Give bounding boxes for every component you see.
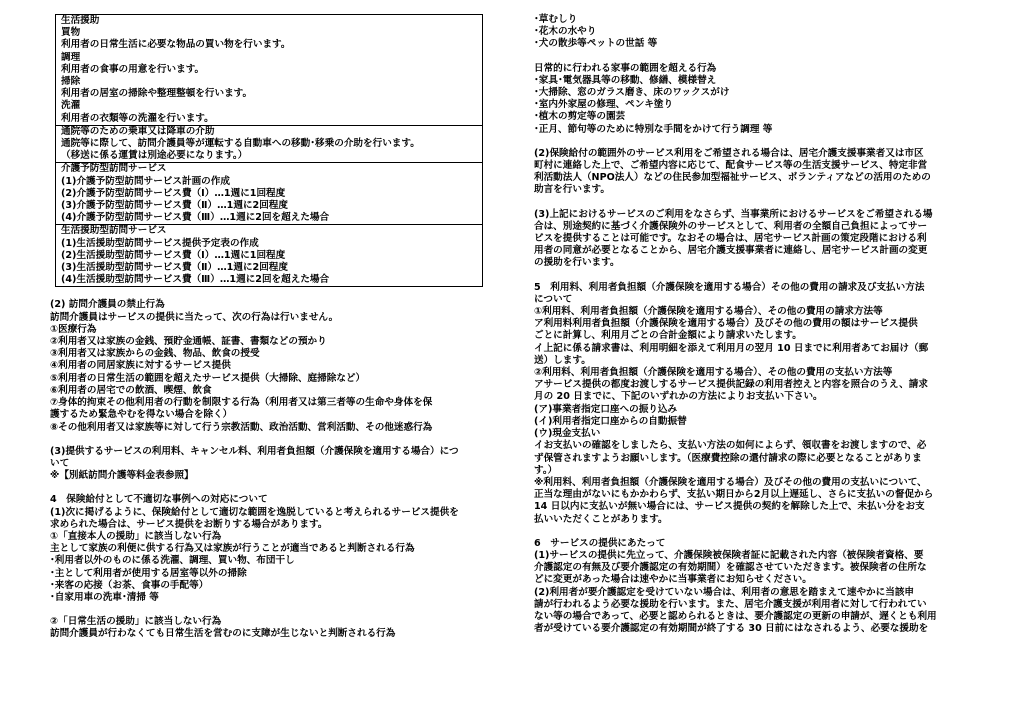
text-line: 掃除 [61, 76, 81, 88]
text-line: (1)生活援助型訪問サービス提供予定表の作成 [61, 237, 259, 249]
text-line: 利用者の食事の用意を行います。 [61, 63, 205, 75]
text-line: (3)生活援助型訪問サービス費（Ⅱ）…1週に2回程度 [61, 262, 288, 274]
text-line: ②利用者又は家族の金銭、預貯金通帳、証書、書類などの預かり [50, 336, 327, 348]
text-line: 生活援助型訪問サービス [61, 225, 167, 237]
text-line: 日常的に行われる家事の範囲を超える行為 [534, 62, 717, 74]
text-line: ･花木の水やり [534, 26, 597, 38]
inappropriate-cases-list [50, 507, 505, 605]
text-line: いて [50, 457, 70, 469]
text-line: 通院等に際して、訪問介護員等が運転する自動車への移動･移乗の介助を行います。 [61, 138, 420, 150]
text-line: ②利用料、利用者負担額（介護保険を適用する場合）、その他の費用の支払い方法等 [534, 367, 893, 379]
table-cell [56, 163, 483, 225]
text-line: 介護予防型訪問サービス [61, 163, 167, 175]
text-line: 利活動法人（NPO法人）などの住民参加型福祉サービス、ボランティアなどの活用のための [534, 172, 931, 184]
text-line: ①「直接本人の援助」に該当しない行為 [50, 530, 222, 542]
text-line: ･自家用車の洗車･清掃 等 [50, 591, 159, 603]
text-line: ⑧その他利用者又は家族等に対して行う宗教活動、政治活動、営利活動、その他迷惑行為 [50, 421, 433, 433]
text-line: 求められた場合は、サービス提供をお断りする場合があります。 [50, 518, 328, 530]
payment-section [534, 294, 988, 526]
text-line: (ウ)現金支払い [534, 428, 601, 440]
row-life-support-type [56, 225, 483, 287]
text-line: ず保管されますようお願いします。（医療費控除の還付請求の際に必要となることがありま [534, 452, 922, 464]
text-line: 主として家族の利便に供する行為又は家族が行うことが適当であると判断される行為 [50, 543, 415, 555]
housework-list [534, 63, 988, 136]
section-title: (2) 訪問介護員の禁止行為 [50, 299, 165, 311]
text-line: ア利用料利用者負担額（介護保険を適用する場合）及びその他の費用の額はサービス提供 [534, 318, 918, 330]
text-line: ･室内外家屋の修理、ペンキ塗り [534, 99, 674, 111]
text-line: ビスを提供することは可能です。なおその場合は、居宅サービス計画の策定段階における利 [534, 233, 927, 245]
text-line: 調理 [61, 51, 81, 63]
table-cell [56, 15, 483, 126]
text-line: の援助を行います。 [534, 257, 620, 269]
text-line: ･正月、節句等のために特別な手間をかけて行う調理 等 [534, 123, 773, 135]
text-line: 買物 [61, 27, 81, 39]
section-title: 4 保険給付として不適切な事例への対応について [50, 494, 268, 506]
text-line: ･家具･電気器具等の移動、修繕、模様替え [534, 74, 717, 86]
text-line: ･植木の剪定等の園芸 [534, 111, 626, 123]
paragraph [534, 209, 988, 270]
text-line: (1)介護予防型訪問サービス計画の作成 [61, 175, 230, 187]
section-title: 6 サービスの提供にあたって [534, 537, 666, 549]
text-line: 用者の同意が必要となることから、居宅介護支援事業者に連絡し、居宅サービス計画の変更 [534, 245, 928, 257]
text-line: す。） [534, 464, 558, 476]
text-line: 町村に連絡した上で、ご希望内容に応じて、配食サービス等の生活支援サービス、特定非営 [534, 160, 928, 172]
text-line: 護するため緊急やむを得ない場合を除く） [50, 409, 233, 421]
service-provision-section [534, 550, 988, 635]
text-line: 助言を行います。 [534, 184, 610, 196]
text-line: (2)保険給付の範囲外のサービス利用をご希望される場合は、居宅介護支援事業者又は市区 [534, 147, 924, 159]
text-line: どに変更があった場合は速やかに当事業者にお知らせください。 [534, 574, 812, 586]
text-line: 利用者の衣類等の洗濯を行います。 [61, 112, 214, 124]
text-line: ･利用者以外のものに係る洗濯、調理、買い物、布団干し [50, 555, 295, 567]
text-line: 14 日以内に支払いが無い場合には、サービス提供の契約を解除した上で、未払い分をお支 [534, 501, 925, 513]
text-line: 払いいただくことがあります。 [534, 513, 668, 525]
text-line: 訪問介護員はサービスの提供に当たって、次の行為は行いません。 [50, 311, 339, 323]
text-line: ※【別紙訪問介護等料金表参照】 [50, 470, 194, 482]
table-cell [56, 125, 483, 163]
daily-life-list [50, 616, 505, 640]
text-line: (3)介護予防型訪問サービス費（Ⅱ）…1週に2回程度 [61, 200, 288, 212]
text-line: (2)介護予防型訪問サービス費（Ⅰ）…1週に1回程度 [61, 187, 286, 199]
text-line: 正当な理由がないにもかかわらず、支払い期日から2月以上遅延し、さらに支払いの督促から [534, 489, 934, 501]
text-line: ①医療行為 [50, 323, 97, 335]
text-line: (4)生活援助型訪問サービス費（Ⅲ）…1週に2回を超えた場合 [61, 274, 330, 286]
text-line: ①利用料、利用者負担額（介護保険を適用する場合）、その他の費用の請求方法等 [534, 306, 883, 318]
text-line: 訪問介護員が行わなくても日常生活を営むのに支障が生じないと判断される行為 [50, 628, 396, 640]
text-line: ⑦身体的拘束その他利用者の行動を制限する行為（利用者又は第三者等の生命や身体を保 [50, 397, 433, 409]
text-line: 洗濯 [61, 100, 81, 112]
fees-section [50, 446, 505, 483]
text-line: 月の 20 日までに、下記のいずれかの方法によりお支払い下さい。 [534, 391, 823, 403]
text-line: について [534, 293, 573, 305]
text-line: 利用者の居室の掃除や整理整頓を行います。 [61, 88, 253, 100]
text-line: ②「日常生活の援助」に該当しない行為 [50, 616, 222, 628]
text-line: (3)提供するサービスの利用料、キャンセル料、利用者負担額（介護保険を適用する場合）につ [50, 445, 459, 457]
text-line: 合は、別途契約に基づく介護保険外のサービスとして、利用者の全額自己負担によってサー [534, 220, 928, 232]
row-prevention [56, 163, 483, 225]
service-table [55, 14, 483, 287]
text-line: (2)利用者が要介護認定を受けていない場合は、利用者の意思を踏まえて速やかに当該申 [534, 586, 915, 598]
table-cell [56, 225, 483, 287]
text-line: イ上記に係る請求書は、利用明細を添えて利用月の翌月 10 日までに利用者あてお届け（郵 [534, 342, 929, 354]
text-line: （移送に係る運賃は別途必要になります。） [61, 150, 248, 162]
text-line: ない等の場合であって、必要と認められるときは、要介護認定の更新の申請が、遅くとも利用 [534, 610, 937, 622]
text-line: (3)上記におけるサービスのご利用をなさらず、当事業所におけるサービスをご希望される場 [534, 208, 933, 220]
text-line: (2)生活援助型訪問サービス費（Ⅰ）…1週に1回程度 [61, 249, 286, 261]
text-line: 介護認定の有無及び要介護認定の有効期間）を確認させていただきます。被保険者の住所な [534, 562, 927, 574]
right-column [534, 14, 988, 635]
text-line: アサービス提供の都度お渡しするサービス提供記録の利用者控えと内容を照合のうえ、請求 [534, 379, 928, 391]
text-line: ･犬の散歩等ペットの世話 等 [534, 38, 658, 50]
text-line: 送）します。 [534, 354, 591, 366]
prohibited-acts-list [50, 312, 505, 434]
text-line: ･主として利用者が使用する居室等以外の掃除 [50, 567, 247, 579]
left-column [50, 14, 505, 641]
text-line: (1)サービスの提供に先立って、介護保険被保険者証に記載された内容（被保険者資格、要 [534, 549, 924, 561]
text-line: ⑤利用者の日常生活の範囲を超えたサービス提供（大掃除、庭掃除など） [50, 372, 366, 384]
text-line: 利用者の日常生活に必要な物品の買い物を行います。 [61, 39, 291, 51]
row-life-support [56, 15, 483, 126]
row-transport [56, 125, 483, 163]
text-line: ③利用者又は家族からの金銭、物品、飲食の授受 [50, 348, 260, 360]
text-line: ･来客の応接（お茶、食事の手配等） [50, 579, 209, 591]
text-line: ④利用者の同居家族に対するサービス提供 [50, 360, 231, 372]
text-line: ･大掃除、窓のガラス磨き、床のワックスがけ [534, 87, 730, 99]
text-line: 通院等のための乗車又は降車の介助 [61, 125, 215, 137]
list-block [534, 14, 988, 51]
text-line: 生活援助 [61, 15, 100, 26]
text-line: ごとに計算し、利用月ごとの合計金額により請求いたします。 [534, 330, 802, 342]
paragraph [534, 148, 988, 197]
text-line: (1)次に掲げるように、保険給付として適切な範囲を逸脱していると考えられるサービス提供を [50, 506, 459, 518]
text-line: ⑥利用者の居宅での飲酒、喫煙、飲食 [50, 384, 212, 396]
section-title: 5 利用料、利用者負担額（介護保険を適用する場合）その他の費用の請求及び支払い方法 [534, 281, 925, 293]
text-line: イお支払いの確認をしましたら、支払い方法の如何によらず、領収書をお渡しますので、必 [534, 440, 927, 452]
text-line: ･草むしり [534, 14, 578, 25]
text-line: (ア)事業者指定口座への振り込み [534, 403, 678, 415]
text-line: (イ)利用者指定口座からの自動振替 [534, 415, 687, 427]
text-line: 者が受けている要介護認定の有効期間が終了する 30 日前にはなされるよう、必要な援助を [534, 623, 929, 635]
text-line: ※利用料、利用者負担額（介護保険を適用する場合）及びその他の費用の支払いについて、 [534, 476, 927, 488]
text-line: (4)介護予防型訪問サービス費（Ⅲ）…1週に2回を超えた場合 [61, 212, 330, 224]
text-line: 請が行われるよう必要な援助を行います。また、居宅介護支援が利用者に対して行われてい [534, 598, 927, 610]
